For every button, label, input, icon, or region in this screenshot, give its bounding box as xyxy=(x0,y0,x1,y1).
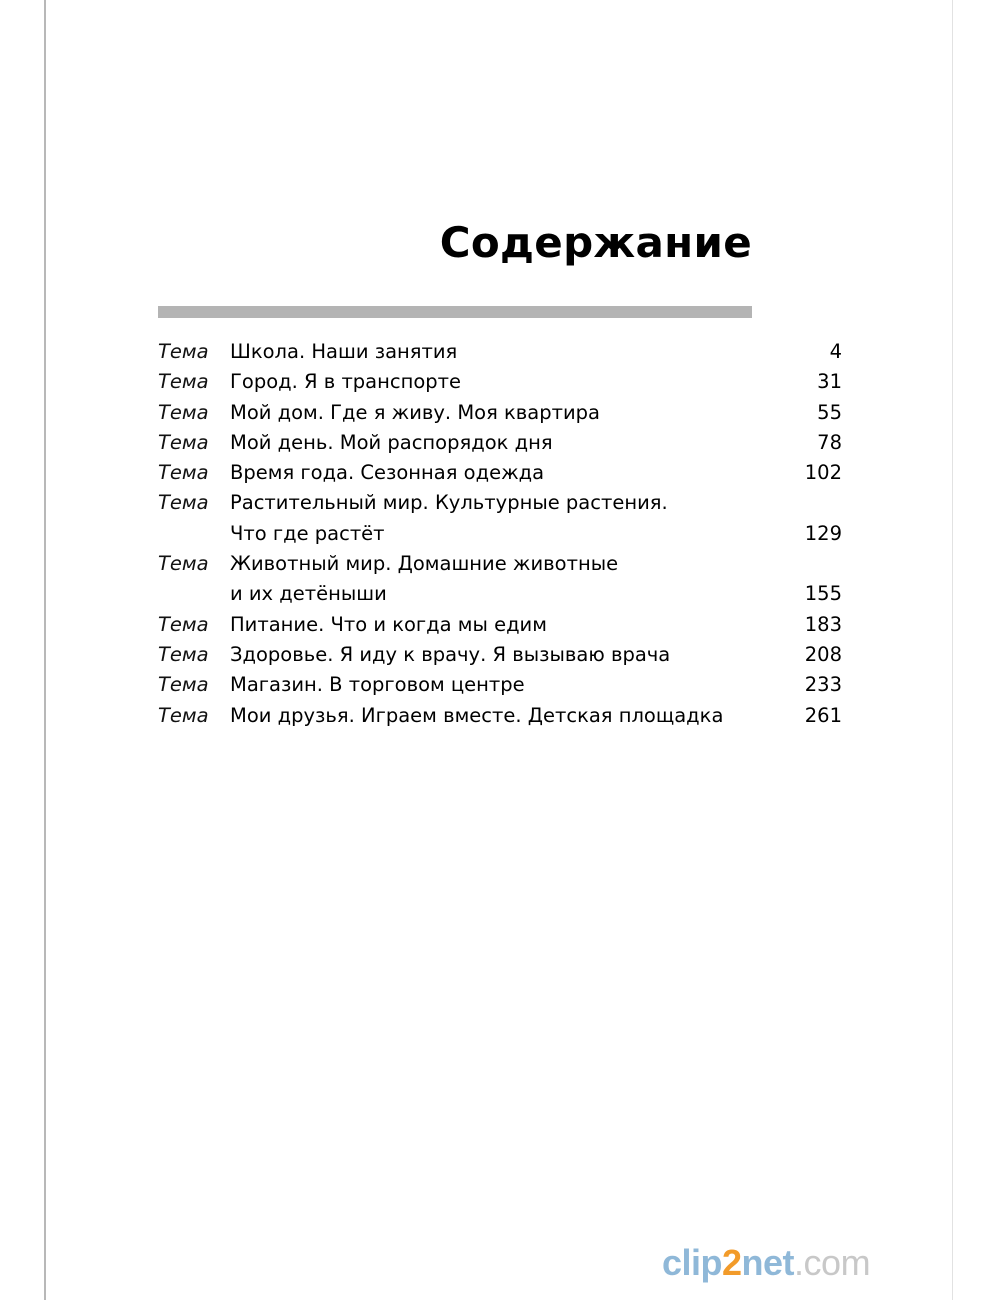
toc-entry[interactable] xyxy=(158,549,842,610)
watermark-part-com: .com xyxy=(794,1242,871,1283)
toc-line xyxy=(158,458,842,488)
toc-entry[interactable] xyxy=(158,610,842,640)
watermark-logo xyxy=(662,1242,870,1286)
toc-topic-label: Тема xyxy=(158,612,209,636)
toc-page-number: 78 xyxy=(817,430,842,454)
toc-page-number: 55 xyxy=(817,400,842,424)
toc-entry[interactable] xyxy=(158,701,842,731)
toc-page-number: 31 xyxy=(817,370,842,394)
toc-page-number: 233 xyxy=(804,673,842,697)
toc-line xyxy=(158,428,842,458)
toc-topic-label: Тема xyxy=(158,370,209,394)
toc-line xyxy=(158,488,842,518)
page-edge-left xyxy=(44,0,46,1300)
toc-entry[interactable] xyxy=(158,398,842,428)
toc-entry[interactable] xyxy=(158,458,842,488)
toc-title: Мой дом. Где я живу. Моя квартира xyxy=(230,398,608,428)
toc-title: Что где растёт xyxy=(230,519,393,549)
toc-entry[interactable] xyxy=(158,428,842,458)
toc-entry[interactable] xyxy=(158,367,842,397)
watermark-part-two: 2 xyxy=(722,1242,742,1283)
toc-line xyxy=(158,670,842,700)
toc-topic-label: Тема xyxy=(158,673,209,697)
watermark-part-net: net xyxy=(741,1242,795,1283)
toc-title: Растительный мир. Культурные растения. xyxy=(230,491,668,515)
toc-line xyxy=(158,519,842,549)
toc-title: Город. Я в транспорте xyxy=(230,367,469,397)
toc-line xyxy=(158,610,842,640)
title-rule xyxy=(158,306,752,318)
watermark-part-clip: clip xyxy=(662,1242,723,1283)
toc-topic-label: Тема xyxy=(158,703,209,727)
toc-entry[interactable] xyxy=(158,670,842,700)
toc-topic-label: Тема xyxy=(158,461,209,485)
page-edge-right xyxy=(952,0,953,1300)
toc-line xyxy=(158,398,842,428)
toc-title: и их детёныши xyxy=(230,579,395,609)
toc-title: Питание. Что и когда мы едим xyxy=(230,610,555,640)
toc-title: Мои друзья. Играем вместе. Детская площадка xyxy=(230,701,731,731)
toc-topic-label: Тема xyxy=(158,552,209,576)
toc-line xyxy=(158,640,842,670)
toc-page-number: 261 xyxy=(804,703,842,727)
toc-line xyxy=(158,367,842,397)
toc-line xyxy=(158,549,842,579)
toc-title: Животный мир. Домашние животные xyxy=(230,552,619,576)
toc-title: Школа. Наши занятия xyxy=(230,337,465,367)
toc-entry[interactable] xyxy=(158,337,842,367)
toc-page-number: 102 xyxy=(804,461,842,485)
toc-topic-label: Тема xyxy=(158,400,209,424)
toc-title: Мой день. Мой распорядок дня xyxy=(230,428,561,458)
toc-title: Время года. Сезонная одежда xyxy=(230,458,552,488)
toc-topic-label: Тема xyxy=(158,340,209,363)
toc-page-number: 4 xyxy=(829,340,842,363)
toc-line xyxy=(158,701,842,731)
toc-page-number: 155 xyxy=(804,582,842,606)
toc-topic-label: Тема xyxy=(158,642,209,666)
toc-line xyxy=(158,337,842,367)
toc-topic-label: Тема xyxy=(158,491,209,515)
toc-entry[interactable] xyxy=(158,488,842,549)
toc-page-number: 183 xyxy=(804,612,842,636)
table-of-contents xyxy=(158,337,842,731)
toc-entry[interactable] xyxy=(158,640,842,670)
toc-page-number: 129 xyxy=(804,521,842,545)
toc-topic-label: Тема xyxy=(158,430,209,454)
toc-line xyxy=(158,579,842,609)
toc-page-number: 208 xyxy=(804,642,842,666)
toc-title: Здоровье. Я иду к врачу. Я вызываю врача xyxy=(230,640,678,670)
page-title: Содержание xyxy=(439,218,752,267)
toc-title: Магазин. В торговом центре xyxy=(230,670,533,700)
